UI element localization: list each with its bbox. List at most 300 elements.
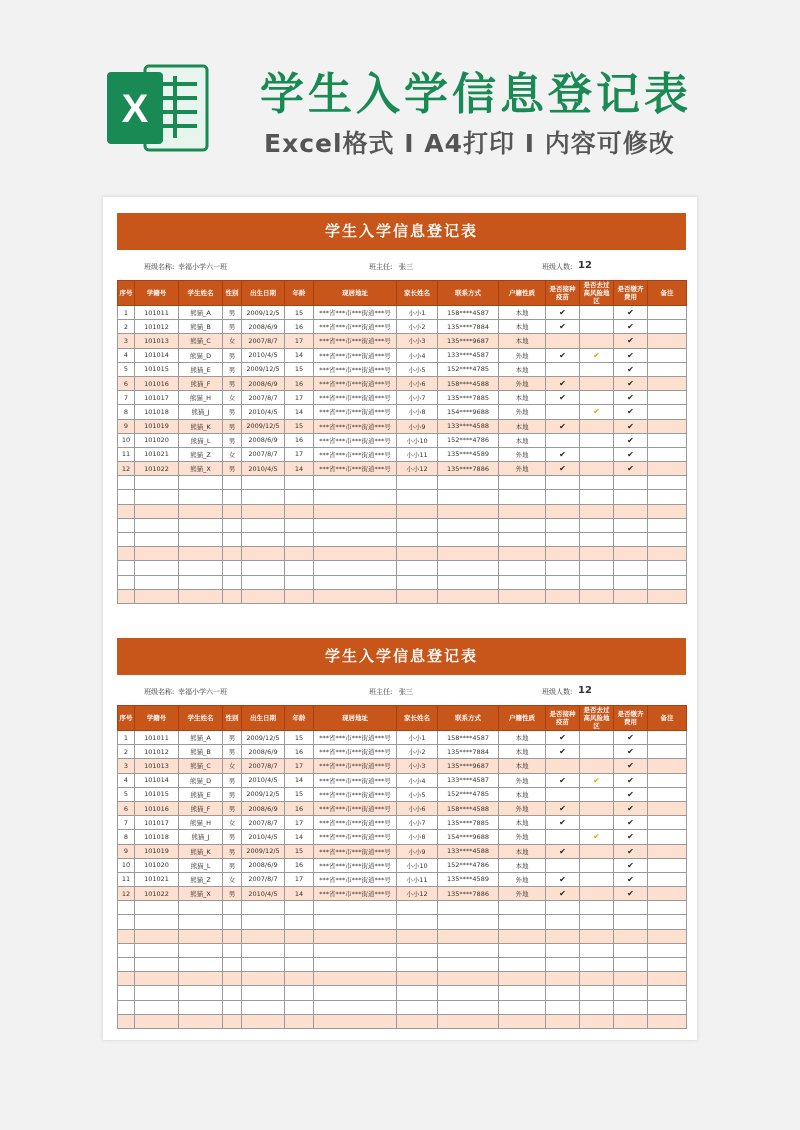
cell-name[interactable]: 熊猫_L [179,433,223,447]
cell-fees-paid[interactable] [614,362,648,376]
cell-fees-paid[interactable] [614,575,648,589]
cell-vaccinated[interactable] [546,929,580,943]
cell-birth-date[interactable]: 2008/6/9 [242,801,285,815]
cell-high-risk-visit[interactable] [580,490,614,504]
cell-residence-type[interactable] [499,929,546,943]
cell-fees-paid[interactable] [614,589,648,603]
cell-index[interactable] [118,476,135,490]
cell-parent-name[interactable]: 小小1 [397,731,438,745]
cell-vaccinated[interactable] [546,745,580,759]
cell-address[interactable] [314,986,397,1000]
cell-age[interactable]: 17 [285,447,314,461]
cell-fees-paid[interactable] [614,986,648,1000]
cell-remarks[interactable] [648,830,687,844]
cell-high-risk-visit[interactable] [580,561,614,575]
cell-student-id[interactable] [135,518,179,532]
cell-remarks[interactable] [648,490,687,504]
cell-birth-date[interactable] [242,915,285,929]
cell-birth-date[interactable]: 2009/12/5 [242,419,285,433]
cell-vaccinated[interactable] [546,348,580,362]
cell-birth-date[interactable]: 2008/6/9 [242,745,285,759]
cell-phone[interactable] [438,972,499,986]
cell-address[interactable]: ***省***市***街道***号 [314,320,397,334]
cell-high-risk-visit[interactable] [580,391,614,405]
cell-vaccinated[interactable] [546,504,580,518]
cell-index[interactable] [118,1000,135,1014]
cell-gender[interactable] [223,901,242,915]
cell-student-id[interactable]: 101019 [135,844,179,858]
cell-name[interactable] [179,533,223,547]
cell-student-id[interactable]: 101017 [135,816,179,830]
cell-phone[interactable]: 135****9687 [438,759,499,773]
cell-fees-paid[interactable] [614,490,648,504]
cell-parent-name[interactable]: 小小5 [397,362,438,376]
cell-student-id[interactable]: 101011 [135,731,179,745]
cell-age[interactable]: 16 [285,745,314,759]
cell-name[interactable]: 熊猫_D [179,348,223,362]
cell-student-id[interactable] [135,1014,179,1028]
cell-gender[interactable]: 男 [223,433,242,447]
cell-name[interactable]: 熊猫_J [179,405,223,419]
cell-vaccinated[interactable] [546,433,580,447]
cell-parent-name[interactable]: 小小2 [397,320,438,334]
cell-address[interactable]: ***省***市***街道***号 [314,872,397,886]
cell-gender[interactable]: 男 [223,320,242,334]
cell-residence-type[interactable] [499,589,546,603]
cell-parent-name[interactable]: 小小7 [397,816,438,830]
cell-fees-paid[interactable] [614,858,648,872]
cell-birth-date[interactable] [242,575,285,589]
cell-student-id[interactable] [135,972,179,986]
cell-student-id[interactable]: 101015 [135,362,179,376]
cell-age[interactable] [285,1014,314,1028]
cell-parent-name[interactable]: 小小4 [397,773,438,787]
cell-parent-name[interactable] [397,589,438,603]
cell-phone[interactable]: 135****7885 [438,391,499,405]
cell-remarks[interactable] [648,943,687,957]
cell-parent-name[interactable]: 小小10 [397,433,438,447]
cell-fees-paid[interactable] [614,759,648,773]
cell-phone[interactable]: 133****4588 [438,844,499,858]
cell-index[interactable] [118,589,135,603]
cell-residence-type[interactable]: 外地 [499,887,546,901]
cell-age[interactable] [285,915,314,929]
cell-birth-date[interactable]: 2007/8/7 [242,816,285,830]
cell-student-id[interactable]: 101013 [135,759,179,773]
cell-index[interactable]: 8 [118,405,135,419]
cell-birth-date[interactable] [242,943,285,957]
cell-birth-date[interactable]: 2007/8/7 [242,334,285,348]
cell-age[interactable] [285,490,314,504]
cell-residence-type[interactable] [499,561,546,575]
cell-address[interactable]: ***省***市***街道***号 [314,376,397,390]
cell-address[interactable]: ***省***市***街道***号 [314,745,397,759]
cell-name[interactable]: 熊猫_Z [179,872,223,886]
cell-index[interactable]: 1 [118,306,135,320]
cell-high-risk-visit[interactable] [580,830,614,844]
cell-birth-date[interactable]: 2010/4/5 [242,773,285,787]
cell-vaccinated[interactable] [546,306,580,320]
cell-vaccinated[interactable] [546,773,580,787]
cell-residence-type[interactable]: 本地 [499,320,546,334]
cell-residence-type[interactable] [499,901,546,915]
cell-address[interactable] [314,533,397,547]
cell-vaccinated[interactable] [546,320,580,334]
cell-index[interactable] [118,533,135,547]
cell-residence-type[interactable]: 外地 [499,405,546,419]
cell-parent-name[interactable]: 小小7 [397,391,438,405]
cell-address[interactable]: ***省***市***街道***号 [314,887,397,901]
cell-remarks[interactable] [648,504,687,518]
cell-index[interactable] [118,575,135,589]
cell-vaccinated[interactable] [546,858,580,872]
cell-residence-type[interactable] [499,1014,546,1028]
cell-phone[interactable] [438,476,499,490]
cell-fees-paid[interactable] [614,476,648,490]
cell-student-id[interactable] [135,958,179,972]
cell-parent-name[interactable]: 小小3 [397,759,438,773]
cell-address[interactable] [314,575,397,589]
cell-student-id[interactable]: 101014 [135,348,179,362]
cell-vaccinated[interactable] [546,887,580,901]
cell-age[interactable]: 14 [285,462,314,476]
cell-address[interactable]: ***省***市***街道***号 [314,419,397,433]
cell-phone[interactable]: 152****4785 [438,787,499,801]
cell-remarks[interactable] [648,320,687,334]
cell-fees-paid[interactable] [614,462,648,476]
cell-age[interactable]: 15 [285,844,314,858]
cell-remarks[interactable] [648,986,687,1000]
cell-vaccinated[interactable] [546,362,580,376]
cell-high-risk-visit[interactable] [580,1014,614,1028]
cell-parent-name[interactable] [397,972,438,986]
cell-parent-name[interactable]: 小小5 [397,787,438,801]
cell-index[interactable]: 12 [118,462,135,476]
cell-high-risk-visit[interactable] [580,816,614,830]
cell-birth-date[interactable] [242,561,285,575]
cell-high-risk-visit[interactable] [580,362,614,376]
cell-parent-name[interactable] [397,1014,438,1028]
cell-vaccinated[interactable] [546,575,580,589]
cell-remarks[interactable] [648,362,687,376]
cell-gender[interactable] [223,504,242,518]
cell-address[interactable]: ***省***市***街道***号 [314,844,397,858]
cell-parent-name[interactable] [397,504,438,518]
cell-high-risk-visit[interactable] [580,801,614,815]
cell-index[interactable]: 6 [118,801,135,815]
cell-index[interactable]: 7 [118,816,135,830]
cell-high-risk-visit[interactable] [580,533,614,547]
cell-index[interactable] [118,943,135,957]
cell-parent-name[interactable]: 小小4 [397,348,438,362]
cell-name[interactable] [179,518,223,532]
cell-phone[interactable] [438,1014,499,1028]
cell-high-risk-visit[interactable] [580,518,614,532]
cell-remarks[interactable] [648,476,687,490]
cell-phone[interactable]: 158****4587 [438,306,499,320]
cell-residence-type[interactable]: 本地 [499,759,546,773]
cell-index[interactable]: 6 [118,376,135,390]
cell-index[interactable]: 10 [118,858,135,872]
cell-address[interactable] [314,561,397,575]
cell-age[interactable]: 16 [285,433,314,447]
cell-name[interactable]: 熊猫_C [179,759,223,773]
cell-high-risk-visit[interactable] [580,759,614,773]
cell-birth-date[interactable] [242,986,285,1000]
cell-address[interactable]: ***省***市***街道***号 [314,731,397,745]
cell-name[interactable]: 熊猫_J [179,830,223,844]
cell-high-risk-visit[interactable] [580,306,614,320]
cell-age[interactable]: 14 [285,830,314,844]
cell-remarks[interactable] [648,433,687,447]
cell-high-risk-visit[interactable] [580,405,614,419]
cell-index[interactable]: 7 [118,391,135,405]
cell-address[interactable]: ***省***市***街道***号 [314,816,397,830]
cell-student-id[interactable]: 101012 [135,320,179,334]
cell-remarks[interactable] [648,731,687,745]
cell-index[interactable] [118,958,135,972]
cell-residence-type[interactable]: 本地 [499,433,546,447]
cell-address[interactable]: ***省***市***街道***号 [314,433,397,447]
cell-high-risk-visit[interactable] [580,547,614,561]
cell-phone[interactable]: 158****4587 [438,731,499,745]
cell-index[interactable]: 3 [118,759,135,773]
cell-student-id[interactable]: 101020 [135,858,179,872]
cell-address[interactable] [314,589,397,603]
cell-birth-date[interactable] [242,589,285,603]
cell-fees-paid[interactable] [614,306,648,320]
cell-name[interactable] [179,1014,223,1028]
cell-phone[interactable]: 133****4587 [438,348,499,362]
cell-vaccinated[interactable] [546,447,580,461]
cell-student-id[interactable] [135,1000,179,1014]
cell-gender[interactable]: 男 [223,773,242,787]
cell-parent-name[interactable] [397,901,438,915]
cell-name[interactable]: 熊猫_E [179,787,223,801]
cell-parent-name[interactable] [397,943,438,957]
cell-fees-paid[interactable] [614,391,648,405]
cell-fees-paid[interactable] [614,830,648,844]
cell-vaccinated[interactable] [546,1014,580,1028]
cell-name[interactable] [179,958,223,972]
cell-gender[interactable] [223,476,242,490]
cell-remarks[interactable] [648,972,687,986]
cell-birth-date[interactable]: 2009/12/5 [242,731,285,745]
cell-student-id[interactable] [135,561,179,575]
cell-gender[interactable] [223,490,242,504]
cell-residence-type[interactable]: 本地 [499,391,546,405]
cell-fees-paid[interactable] [614,929,648,943]
cell-remarks[interactable] [648,547,687,561]
cell-high-risk-visit[interactable] [580,1000,614,1014]
cell-name[interactable]: 熊猫_Z [179,447,223,461]
cell-birth-date[interactable]: 2008/6/9 [242,433,285,447]
cell-fees-paid[interactable] [614,561,648,575]
cell-student-id[interactable] [135,929,179,943]
cell-high-risk-visit[interactable] [580,844,614,858]
cell-residence-type[interactable]: 本地 [499,334,546,348]
cell-high-risk-visit[interactable] [580,419,614,433]
cell-student-id[interactable]: 101018 [135,405,179,419]
cell-birth-date[interactable]: 2010/4/5 [242,830,285,844]
cell-gender[interactable]: 男 [223,376,242,390]
cell-student-id[interactable] [135,589,179,603]
cell-address[interactable] [314,504,397,518]
cell-remarks[interactable] [648,518,687,532]
cell-phone[interactable] [438,915,499,929]
cell-address[interactable]: ***省***市***街道***号 [314,306,397,320]
cell-phone[interactable]: 135****4589 [438,872,499,886]
cell-index[interactable] [118,561,135,575]
cell-age[interactable] [285,589,314,603]
cell-fees-paid[interactable] [614,376,648,390]
cell-vaccinated[interactable] [546,972,580,986]
cell-parent-name[interactable] [397,915,438,929]
cell-high-risk-visit[interactable] [580,972,614,986]
cell-high-risk-visit[interactable] [580,575,614,589]
cell-name[interactable] [179,929,223,943]
cell-phone[interactable] [438,547,499,561]
cell-name[interactable]: 熊猫_C [179,334,223,348]
cell-residence-type[interactable] [499,518,546,532]
cell-name[interactable] [179,490,223,504]
cell-high-risk-visit[interactable] [580,986,614,1000]
cell-gender[interactable] [223,547,242,561]
cell-remarks[interactable] [648,816,687,830]
cell-index[interactable] [118,986,135,1000]
cell-birth-date[interactable]: 2009/12/5 [242,787,285,801]
cell-gender[interactable]: 男 [223,731,242,745]
cell-phone[interactable]: 154****9688 [438,405,499,419]
cell-remarks[interactable] [648,462,687,476]
cell-high-risk-visit[interactable] [580,887,614,901]
cell-phone[interactable]: 135****7884 [438,745,499,759]
cell-remarks[interactable] [648,759,687,773]
cell-age[interactable]: 17 [285,759,314,773]
cell-address[interactable]: ***省***市***街道***号 [314,362,397,376]
cell-phone[interactable]: 135****9687 [438,334,499,348]
cell-vaccinated[interactable] [546,589,580,603]
cell-age[interactable]: 16 [285,801,314,815]
cell-age[interactable] [285,547,314,561]
cell-address[interactable]: ***省***市***街道***号 [314,447,397,461]
cell-age[interactable]: 16 [285,320,314,334]
cell-phone[interactable] [438,1000,499,1014]
cell-residence-type[interactable]: 外地 [499,462,546,476]
cell-age[interactable] [285,476,314,490]
cell-name[interactable]: 熊猫_X [179,462,223,476]
cell-index[interactable]: 3 [118,334,135,348]
cell-age[interactable] [285,943,314,957]
cell-phone[interactable] [438,504,499,518]
cell-index[interactable] [118,1014,135,1028]
cell-gender[interactable]: 男 [223,844,242,858]
cell-name[interactable]: 熊猫_K [179,419,223,433]
cell-high-risk-visit[interactable] [580,504,614,518]
cell-vaccinated[interactable] [546,391,580,405]
cell-vaccinated[interactable] [546,1000,580,1014]
cell-student-id[interactable]: 101016 [135,376,179,390]
cell-name[interactable]: 熊猫_A [179,306,223,320]
cell-remarks[interactable] [648,844,687,858]
cell-vaccinated[interactable] [546,801,580,815]
cell-name[interactable]: 熊猫_H [179,816,223,830]
cell-birth-date[interactable]: 2009/12/5 [242,362,285,376]
cell-gender[interactable] [223,972,242,986]
cell-gender[interactable]: 男 [223,419,242,433]
cell-address[interactable]: ***省***市***街道***号 [314,405,397,419]
cell-residence-type[interactable] [499,575,546,589]
cell-age[interactable] [285,986,314,1000]
cell-vaccinated[interactable] [546,476,580,490]
cell-name[interactable]: 熊猫_D [179,773,223,787]
cell-remarks[interactable] [648,447,687,461]
cell-phone[interactable] [438,901,499,915]
cell-student-id[interactable]: 101017 [135,391,179,405]
cell-gender[interactable]: 男 [223,801,242,815]
cell-high-risk-visit[interactable] [580,376,614,390]
cell-index[interactable]: 8 [118,830,135,844]
cell-residence-type[interactable] [499,490,546,504]
cell-address[interactable] [314,929,397,943]
cell-vaccinated[interactable] [546,844,580,858]
cell-gender[interactable]: 男 [223,306,242,320]
cell-index[interactable]: 11 [118,447,135,461]
cell-residence-type[interactable]: 外地 [499,830,546,844]
cell-high-risk-visit[interactable] [580,745,614,759]
cell-birth-date[interactable]: 2009/12/5 [242,306,285,320]
cell-fees-paid[interactable] [614,334,648,348]
cell-parent-name[interactable]: 小小12 [397,462,438,476]
cell-phone[interactable] [438,533,499,547]
cell-student-id[interactable]: 101013 [135,334,179,348]
cell-index[interactable]: 2 [118,745,135,759]
cell-high-risk-visit[interactable] [580,731,614,745]
cell-student-id[interactable]: 101022 [135,887,179,901]
cell-birth-date[interactable]: 2007/8/7 [242,759,285,773]
cell-parent-name[interactable]: 小小6 [397,801,438,815]
cell-birth-date[interactable]: 2008/6/9 [242,858,285,872]
cell-residence-type[interactable]: 本地 [499,362,546,376]
cell-phone[interactable]: 133****4588 [438,419,499,433]
cell-student-id[interactable] [135,476,179,490]
cell-gender[interactable]: 男 [223,362,242,376]
cell-student-id[interactable]: 101021 [135,447,179,461]
cell-vaccinated[interactable] [546,533,580,547]
cell-age[interactable] [285,575,314,589]
cell-fees-paid[interactable] [614,320,648,334]
cell-age[interactable] [285,958,314,972]
cell-age[interactable]: 14 [285,405,314,419]
cell-phone[interactable]: 158****4588 [438,801,499,815]
cell-residence-type[interactable] [499,476,546,490]
cell-vaccinated[interactable] [546,490,580,504]
cell-gender[interactable] [223,958,242,972]
cell-remarks[interactable] [648,589,687,603]
cell-fees-paid[interactable] [614,433,648,447]
cell-age[interactable]: 15 [285,787,314,801]
cell-fees-paid[interactable] [614,348,648,362]
cell-parent-name[interactable]: 小小9 [397,844,438,858]
cell-parent-name[interactable]: 小小9 [397,419,438,433]
cell-high-risk-visit[interactable] [580,872,614,886]
cell-student-id[interactable] [135,490,179,504]
cell-address[interactable] [314,1000,397,1014]
cell-index[interactable]: 2 [118,320,135,334]
cell-name[interactable]: 熊猫_H [179,391,223,405]
cell-birth-date[interactable]: 2007/8/7 [242,391,285,405]
cell-age[interactable]: 17 [285,816,314,830]
